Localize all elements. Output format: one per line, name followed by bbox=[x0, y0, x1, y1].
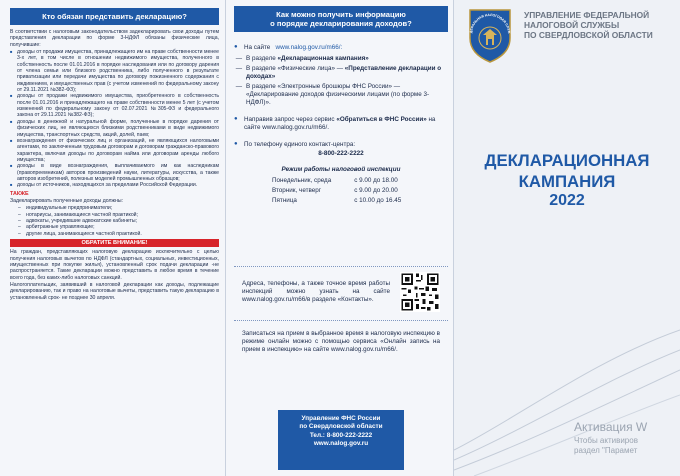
section-row: — В разделе «Электронные брошюры ФНС России» — «Декларирование доходов физическими лицами (по форме 3-НДФЛ)». bbox=[235, 83, 430, 106]
org-name bbox=[524, 10, 680, 40]
also-item: – адвокаты, учредившие адвокатские кабинеты; bbox=[18, 218, 219, 224]
info-sources bbox=[234, 44, 448, 207]
schedule-table bbox=[270, 175, 420, 206]
also-list bbox=[10, 205, 219, 237]
income-list bbox=[10, 49, 219, 189]
org-line: УПРАВЛЕНИЕ ФЕДЕРАЛЬНОЙ bbox=[524, 10, 650, 20]
panel-cover bbox=[454, 0, 680, 476]
os-activation-watermark: Активация W Чтобы активиров раздел "Парамет bbox=[574, 420, 648, 455]
income-item: ■ вознаграждения от физических лиц и организаций, не являющихся налоговыми агентами, по заключенным трудовым договорам и договорам гражданско-правового характера, включая доходы по договорам найма или договорам аренды любого имущества; bbox=[10, 138, 219, 163]
income-item: ■ доходы в денежной и натуральной форме, полученные в порядке дарения от физических лиц, не являющихся близкими родственниками в виде недвижимого имущества, транспортных средств, акций, долей, паев; bbox=[10, 119, 219, 138]
intro-paragraph: В соответствии с налоговым законодательством задекларировать свои доходы путем представления декларации по форме 3-НДФЛ обязаны физические лица, получившие: bbox=[10, 29, 219, 48]
contacts-box bbox=[278, 410, 404, 470]
divider bbox=[234, 266, 448, 267]
site-prefix: На сайте bbox=[244, 44, 271, 51]
also-item: – арбитражные управляющие; bbox=[18, 224, 219, 230]
site-row bbox=[234, 44, 448, 52]
divider bbox=[234, 320, 448, 321]
deadline-paragraph: Налогоплательщик, заявивший в налоговой декларации как доходы, подлежащие декларированию, так и право на налоговые вычеты, представить такую декларацию в установленный срок- не позднее 30 апреля. bbox=[10, 282, 219, 301]
phone-number: 8-800-222-2222 bbox=[318, 149, 364, 157]
footer-line: Управление ФНС России bbox=[301, 415, 381, 422]
how-to-get-info-header bbox=[234, 6, 448, 32]
qr-code-icon[interactable] bbox=[400, 272, 440, 312]
panel-who-must-declare bbox=[0, 0, 226, 476]
income-item: ■ доходы от источников, находящихся за пределами Российской Федерации. bbox=[10, 182, 219, 188]
section-name: «Декларационная кампания» bbox=[277, 54, 369, 62]
who-must-declare-header: Кто обязан представить декларацию? bbox=[10, 8, 219, 25]
addresses-text: Адреса, телефоны, а также точное время работы инспекций можно узнать на сайте www.nalog.gov.ru/m66/в разделе «Контакты». bbox=[242, 280, 390, 303]
bullet-icon: ● bbox=[234, 141, 238, 148]
schedule-row: Понедельник, среда с 9.00 до 18.00 bbox=[272, 177, 398, 185]
also-item: – нотариусы, занимающиеся частной практикой; bbox=[18, 212, 219, 218]
section-row: — В разделе «Декларационная кампания» bbox=[235, 54, 369, 62]
bullet-icon: ● bbox=[234, 44, 238, 50]
svg-text:ФЕДЕРАЛЬНАЯ НАЛОГОВАЯ СЛУЖБА: ДЕРАЛЬНАЯ НАЛОГОВАЯ СЛУЖ bbox=[468, 12, 512, 34]
income-item: ■ доходы от продажи недвижимого имущества, приобретенного в собственность после 01.01.2016 и принадлежащего на праве собственности менее 5 лет (с учетом изменений по федеральному закону от 02.07.2021 №305-ФЗ и федерального закона от 29.11.2021 №382-ФЗ); bbox=[10, 93, 219, 118]
request-row: ● Направив запрос через сервис «Обратиться в ФНС России» на сайте www.nalog.gov.ru/m66/. bbox=[234, 116, 436, 131]
org-line: НАЛОГОВОЙ СЛУЖБЫ bbox=[524, 20, 620, 30]
also-intro: Задекларировать полученные доходы должны: bbox=[10, 197, 123, 204]
header-line: Как можно получить информацию bbox=[276, 10, 406, 19]
footer-line: www.nalog.gov.ru bbox=[313, 440, 369, 448]
also-item: – другие лица, занимающиеся частной практикой. bbox=[18, 231, 219, 237]
section-name: «Представление декларации о доходах» bbox=[246, 65, 442, 80]
income-item: ■ доходы от продажи имущества, принадлежащего им на праве собственности менее 3-х лет, в том числе в отношении недвижимого имущества, полученного в собственность после 01.01.2016 в порядке наследования или по договору дарения от члена семьи или близкого родственника, либо полученного в результате приватизации или передачи имущества по договору пожизненного содержания с иждивением, и имущественных прав (с учетом изменений по федеральному закону от 29.11.2021 №382-ФЗ); bbox=[10, 49, 219, 93]
campaign-year: 2022 bbox=[549, 192, 585, 209]
campaign-title-line: ДЕКЛАРАЦИОННАЯ bbox=[484, 151, 650, 170]
also-label: ТАКЖЕ bbox=[10, 190, 29, 197]
bullet-icon: ● bbox=[234, 116, 238, 123]
signup-text: Записаться на прием в выбранное время в налоговую инспекцию в режиме онлайн можно с помощью сервиса «Онлайн запись на прием в инспекцию» на сайте www.nalog.gov.ru/m66/. bbox=[242, 330, 440, 353]
schedule-title: Режим работы налоговой инспекции bbox=[281, 165, 401, 173]
footer-line: по Свердловской области bbox=[299, 423, 383, 431]
also-item: – индивидуальные предприниматели; bbox=[18, 205, 219, 211]
org-line: ПО СВЕРДЛОВСКОЙ ОБЛАСТИ bbox=[524, 30, 653, 40]
phone-row: ● По телефону единого контакт-центра: bbox=[234, 141, 356, 149]
section-row: — В разделе «Физические лица» — «Представление декларации о доходах» bbox=[235, 65, 442, 80]
deduction-paragraph: На граждан, представляющих налоговую декларацию исключительно с целью получения налоговых вычетов по НДФЛ (стандартных, социальных, инвестиционных, имущественных при покупке жилья), установленный срок подачи декларации -не распространяется. Такие декларации можно представить в любое время в течение всего года, без каких-либо налоговых санкций. bbox=[10, 249, 219, 281]
attention-banner: ОБРАТИТЕ ВНИМАНИЕ! bbox=[10, 239, 219, 247]
fns-emblem-icon bbox=[464, 4, 516, 64]
service-name: «Обратиться в ФНС России» bbox=[336, 116, 427, 124]
campaign-title-line: КАМПАНИЯ bbox=[518, 172, 616, 191]
campaign-title bbox=[454, 150, 680, 192]
header-line: о порядке декларирования доходов? bbox=[270, 19, 412, 28]
panel-how-to-get-info bbox=[226, 0, 454, 476]
footer-line: Тел.: 8-800-222-2222 bbox=[309, 431, 373, 439]
schedule-row: Пятница с 10.00 до 16.45 bbox=[272, 196, 402, 204]
schedule-row: Вторник, четверг с 9.00 до 20.00 bbox=[272, 186, 398, 194]
income-item: ■ доходы в виде вознаграждения, выплачиваемого им как наследникам (правопреемникам) авторов произведений науки, литературы, искусства, а также авторов изобретений, полезных моделей промышленных образцов; bbox=[10, 163, 219, 182]
who-must-declare-text bbox=[10, 29, 219, 301]
site-link[interactable]: www.nalog.gov.ru/m66/: bbox=[275, 44, 343, 51]
